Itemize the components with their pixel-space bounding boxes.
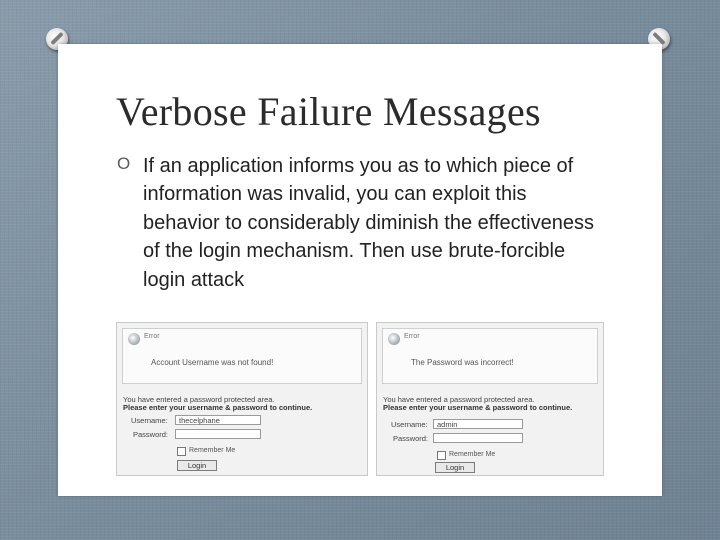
login-screenshot-username-error: [116, 322, 368, 476]
error-icon: [388, 333, 400, 345]
intro-line-2: Please enter your username & password to continue.: [123, 403, 313, 412]
bullet-marker: O: [117, 154, 131, 173]
password-label: Password:: [133, 430, 169, 439]
error-header: Error: [404, 333, 420, 340]
login-screenshot-password-error: [376, 322, 604, 476]
login-button[interactable]: Login: [435, 462, 475, 473]
remember-me-label: Remember Me: [449, 451, 496, 458]
username-label: Username:: [131, 416, 168, 425]
intro-line-1: You have entered a password protected area.: [123, 395, 275, 404]
intro-line-1: You have entered a password protected area.: [383, 395, 535, 404]
error-message: The Password was incorrect!: [411, 358, 514, 367]
remember-me-checkbox[interactable]: [437, 451, 446, 460]
password-field[interactable]: [433, 433, 523, 443]
bullet-text: If an application informs you as to which piece of information was invalid, you can exploit this behavior to considerably diminish the effectiveness of the login mechanism. Then use brute-forcible login attack: [143, 155, 594, 291]
error-icon: [128, 333, 140, 345]
error-box: [382, 328, 598, 384]
intro-line-2: Please enter your username & password to continue.: [383, 403, 573, 412]
username-field[interactable]: admin: [433, 419, 523, 429]
password-label: Password:: [393, 434, 429, 443]
password-field[interactable]: [175, 429, 261, 439]
error-header: Error: [144, 333, 160, 340]
error-message: Account Username was not found!: [151, 358, 274, 367]
remember-me-label: Remember Me: [189, 447, 236, 454]
login-button[interactable]: Login: [177, 460, 217, 471]
username-label: Username:: [391, 420, 428, 429]
error-box: [122, 328, 362, 384]
username-field[interactable]: thecelphane: [175, 415, 261, 425]
slide-title: Verbose Failure Messages: [116, 89, 541, 134]
remember-me-checkbox[interactable]: [177, 447, 186, 456]
